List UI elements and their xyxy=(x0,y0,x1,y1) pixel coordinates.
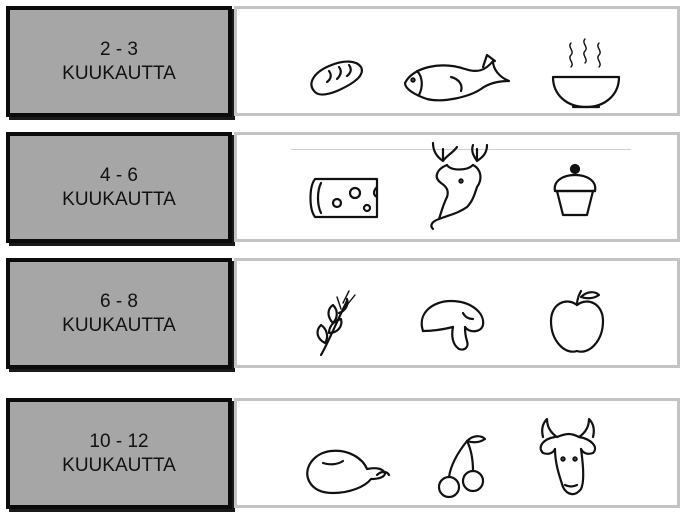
age-row-6-8 xyxy=(6,258,684,369)
age-row-2-3 xyxy=(6,6,684,117)
apple-icon xyxy=(551,291,603,352)
age-label xyxy=(6,258,232,369)
cupcake-icon xyxy=(555,165,596,215)
age-unit: KUUKAUTTA xyxy=(62,454,176,476)
food-panel xyxy=(234,258,680,368)
age-range: 4 - 6 xyxy=(99,164,139,186)
food-panel xyxy=(234,132,680,242)
mushroom-icon xyxy=(422,301,483,350)
age-label xyxy=(6,398,232,509)
fish-icon xyxy=(405,55,509,100)
cherries-icon xyxy=(439,436,485,497)
cheese-icon xyxy=(311,179,378,217)
age-range: 10 - 12 xyxy=(89,430,149,452)
soup-bowl-icon xyxy=(553,39,619,107)
age-unit: KUUKAUTTA xyxy=(62,62,176,84)
cow-icon xyxy=(541,419,595,494)
food-panel xyxy=(234,398,680,508)
wheat-icon xyxy=(318,291,355,355)
deer-icon xyxy=(431,143,487,229)
food-panel xyxy=(234,6,680,116)
age-row-4-6 xyxy=(6,132,684,243)
age-row-10-12 xyxy=(6,398,684,509)
chicken-icon xyxy=(307,451,389,493)
age-label xyxy=(6,132,232,243)
age-label xyxy=(6,6,232,117)
bread-icon xyxy=(311,62,361,95)
age-unit: KUUKAUTTA xyxy=(62,314,176,336)
age-unit: KUUKAUTTA xyxy=(62,188,176,210)
age-range: 2 - 3 xyxy=(99,38,139,60)
age-range: 6 - 8 xyxy=(99,290,139,312)
